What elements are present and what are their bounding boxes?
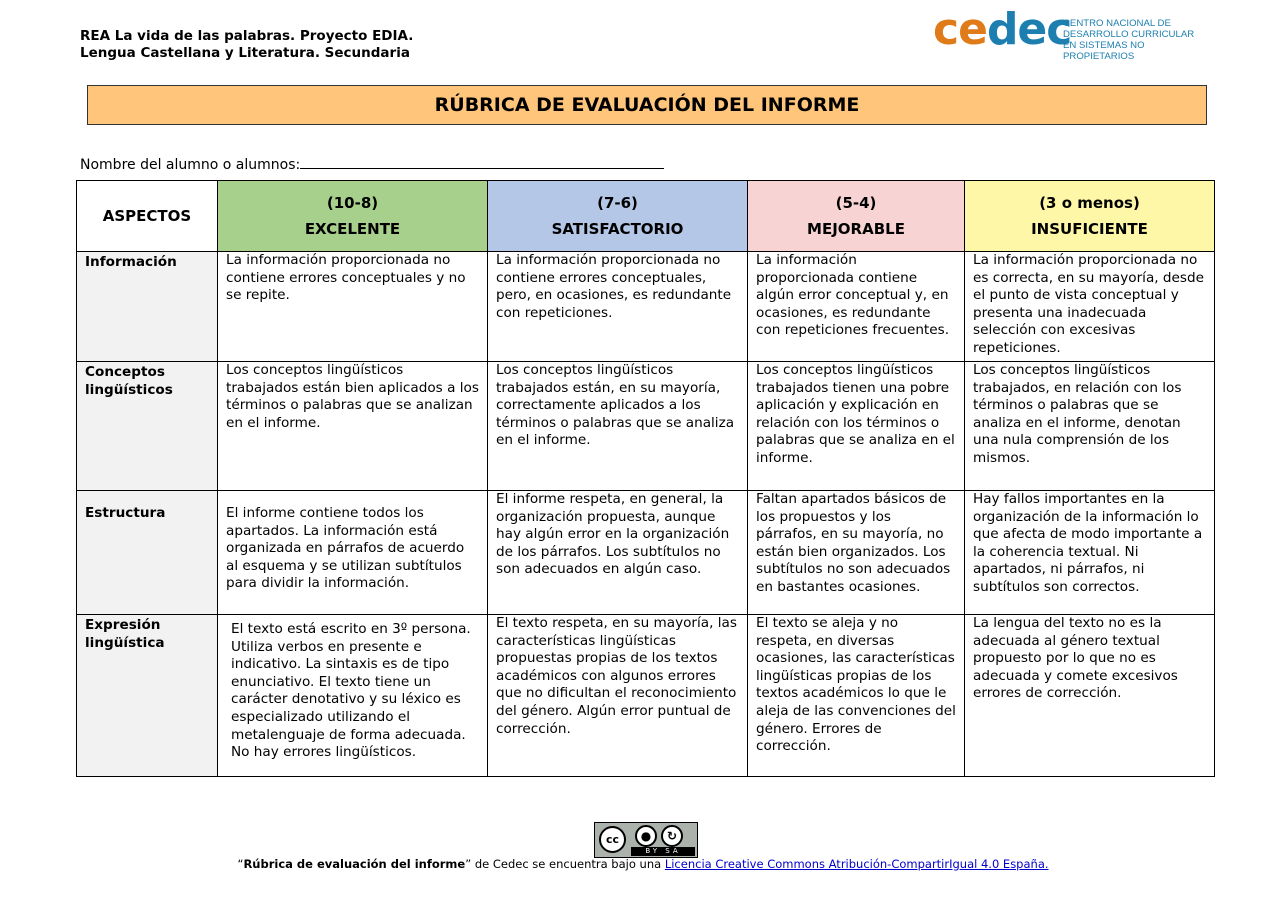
aspect-cell: Información	[77, 252, 218, 362]
share-alike-icon: ↻	[661, 825, 683, 847]
criteria-cell: El texto se aleja y no respeta, en diversas ocasiones, las características lingüísticas propias de los textos académicos lo que le aleja de las convenciones del género. Errores de corrección.	[748, 615, 965, 777]
cedec-logo-word: cedec	[933, 4, 1072, 55]
student-name-label: Nombre del alumno o alumnos:	[80, 157, 301, 173]
cc-license-strip: BY SA	[631, 847, 695, 856]
criteria-cell: Los conceptos lingüísticos trabajados están, en su mayoría, correctamente aplicados a los términos o palabras que se analiza en el informe.	[488, 362, 748, 491]
student-name-field	[80, 154, 664, 173]
header-line-2: Lengua Castellana y Literatura. Secundaria	[80, 45, 410, 61]
criteria-cell: Los conceptos lingüísticos trabajados, en relación con los términos o palabras que se analiza en el informe, denotan una nula comprensión de los mismos.	[965, 362, 1215, 491]
level-header-insuficiente: (3 o menos) INSUFICIENTE	[965, 181, 1215, 252]
table-row	[77, 491, 1215, 615]
criteria-cell: La información proporcionada no es correcta, en su mayoría, desde el punto de vista conceptual y presenta una inadecuada selección con excesivas repeticiones.	[965, 252, 1215, 362]
table-row	[77, 615, 1215, 777]
cedec-logo	[933, 4, 1213, 62]
criteria-cell: El texto está escrito en 3º persona. Utiliza verbos en presente e indicativo. La sintaxis es de tipo enunciativo. El texto tiene un carácter denotativo y su léxico es especializado utilizando el metalenguaje de forma adecuada. No hay errores lingüísticos.	[218, 615, 488, 777]
criteria-cell: El texto respeta, en su mayoría, las características lingüísticas propuestas propias de los textos académicos con algunos errores que no dificultan el reconocimiento del género. Algún error puntual de corrección.	[488, 615, 748, 777]
criteria-cell: El informe respeta, en general, la organización propuesta, aunque hay algún error en la organización de los párrafos. Los subtítulos no son adecuados en algún caso.	[488, 491, 748, 615]
header-line-1: REA La vida de las palabras. Proyecto EDIA.	[80, 28, 414, 44]
rubric-header-row	[77, 181, 1215, 252]
license-link[interactable]: Licencia Creative Commons Atribución-CompartirIgual 4.0 España.	[664, 857, 1049, 871]
cedec-logo-subtitle: CENTRO NACIONAL DE DESARROLLO CURRICULAR EN SISTEMAS NO PROPIETARIOS	[1063, 18, 1195, 62]
level-header-excelente: (10-8) EXCELENTE	[218, 181, 488, 252]
criteria-cell: La información proporcionada contiene algún error conceptual y, en ocasiones, es redundante con repeticiones frecuentes.	[748, 252, 965, 362]
by-attribution-icon: ●	[635, 825, 657, 847]
level-header-mejorable: (5-4) MEJORABLE	[748, 181, 965, 252]
criteria-cell: El informe contiene todos los apartados. La información está organizada en párrafos de acuerdo al esquema y se utilizan subtítulos para dividir la información.	[218, 491, 488, 615]
table-row	[77, 362, 1215, 491]
criteria-cell: La información proporcionada no contiene errores conceptuales, pero, en ocasiones, es redundante con repeticiones.	[488, 252, 748, 362]
student-name-blank-line	[300, 154, 664, 169]
criteria-cell: Los conceptos lingüísticos trabajados tienen una pobre aplicación y explicación en relación con los términos o palabras que se analiza en el informe.	[748, 362, 965, 491]
level-header-satisfactorio: (7-6) SATISFACTORIO	[488, 181, 748, 252]
table-row	[77, 252, 1215, 362]
document-header	[80, 28, 413, 62]
criteria-cell: Hay fallos importantes en la organización de la información lo que afecta de modo importante a la coherencia textual. Ni apartados, ni párrafos, ni subtítulos son correctos.	[965, 491, 1215, 615]
criteria-cell: Los conceptos lingüísticos trabajados están bien aplicados a los términos o palabras que se analizan en el informe.	[218, 362, 488, 491]
criteria-cell: Faltan apartados básicos de los propuestos y los párrafos, en su mayoría, no están bien organizados. Los subtítulos no son adecuados en bastantes ocasiones.	[748, 491, 965, 615]
aspect-cell: Estructura	[77, 491, 218, 615]
page-title: RÚBRICA DE EVALUACIÓN DEL INFORME	[87, 85, 1207, 125]
license-footer: “Rúbrica de evaluación del informe” de Cedec se encuentra bajo una Licencia Creative Commons Atribución-CompartirIgual 4.0 España.	[237, 857, 1049, 871]
aspects-header: ASPECTOS	[77, 181, 218, 252]
footer-work-title: Rúbrica de evaluación del informe	[243, 857, 466, 871]
aspect-cell: Conceptos lingüísticos	[77, 362, 218, 491]
criteria-cell: La lengua del texto no es la adecuada al género textual propuesto por lo que no es adecuada y comete excesivos errores de corrección.	[965, 615, 1215, 777]
aspect-cell: Expresión lingüística	[77, 615, 218, 777]
cc-icon: cc	[599, 826, 626, 853]
rubric-table	[76, 180, 1215, 777]
criteria-cell: La información proporcionada no contiene errores conceptuales y no se repite.	[218, 252, 488, 362]
creative-commons-badge[interactable]	[594, 822, 698, 858]
